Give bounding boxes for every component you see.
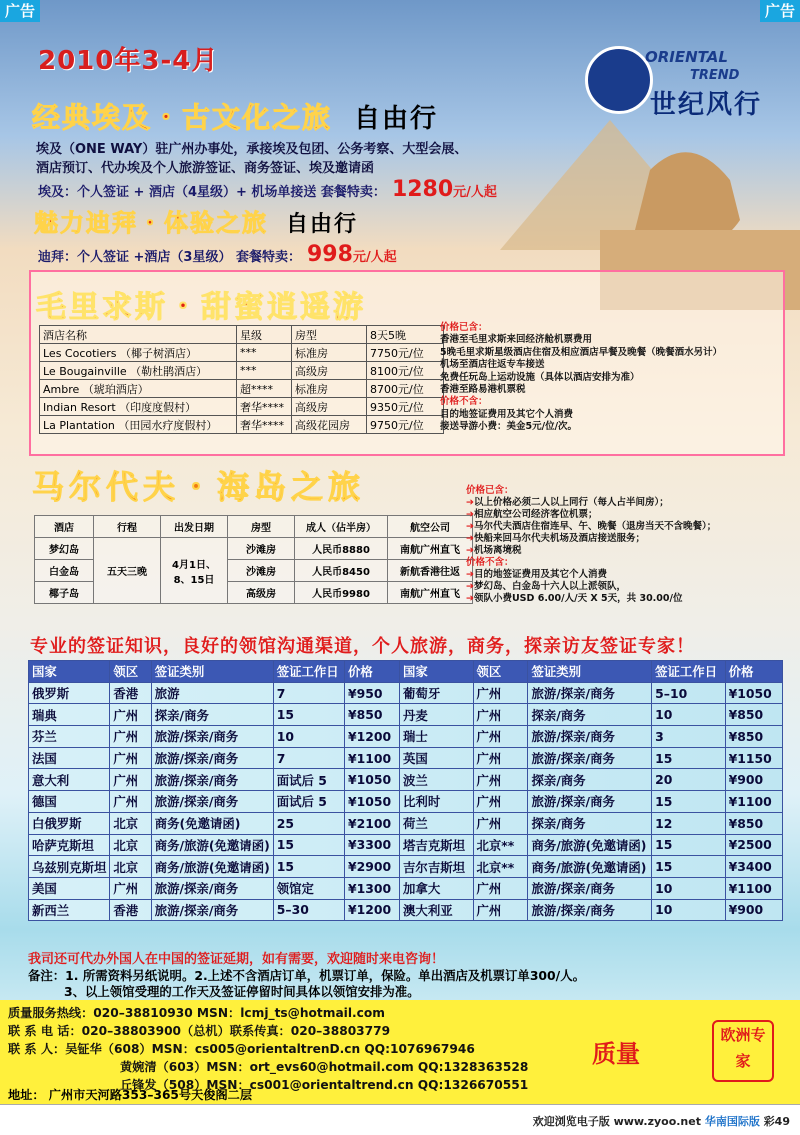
maldives-title: 马尔代夫・海岛之旅 xyxy=(32,468,366,506)
excl-item: ➔目的地签证费用及其它个人消费 xyxy=(466,569,607,580)
page-footer xyxy=(0,1104,800,1135)
visa-cell: ¥2900 xyxy=(344,856,399,878)
room-cell: 高级房 xyxy=(228,582,295,604)
header-cell: 签证工作日 xyxy=(273,661,344,683)
header-cell: 国家 xyxy=(29,661,110,683)
visa-cell: 广州 xyxy=(110,726,151,748)
visa-table xyxy=(28,660,783,921)
table-row xyxy=(29,704,783,726)
visa-cell: ¥850 xyxy=(725,704,782,726)
incl-item: ➔马尔代夫酒店住宿连早、午、晚餐（退房当天不含晚餐）； xyxy=(466,521,717,532)
table-row xyxy=(29,856,783,878)
visa-cell: 广州 xyxy=(473,812,528,834)
visa-cell: 荷兰 xyxy=(400,812,473,834)
table-row xyxy=(29,834,783,856)
visa-cell: ¥900 xyxy=(725,899,782,921)
table-row xyxy=(29,726,783,748)
dubai-price-label: 迪拜：个人签证 +酒店（3星级） 套餐特卖： xyxy=(38,250,301,265)
header-cell: 领区 xyxy=(473,661,528,683)
table-row xyxy=(40,416,444,434)
visa-cell: 瑞士 xyxy=(400,726,473,748)
visa-cell: ¥950 xyxy=(344,682,399,704)
room-cell: 高级房 xyxy=(292,398,367,416)
header-cell: 领区 xyxy=(110,661,151,683)
visa-cell: 丹麦 xyxy=(400,704,473,726)
maldives-table xyxy=(34,515,473,604)
incl-item: ➔相应航空公司经济客位机票； xyxy=(466,509,598,520)
visa-cell: 广州 xyxy=(473,769,528,791)
visa-cell: 旅游/探亲/商务 xyxy=(151,769,273,791)
arrow-icon: ➔ xyxy=(466,593,474,604)
incl-item: 香港至路易港机票税 xyxy=(440,384,526,396)
header-cell: 价格 xyxy=(725,661,782,683)
table-row xyxy=(40,398,444,416)
excl-heading: 价格不含： xyxy=(440,396,488,408)
visa-cell: 25 xyxy=(273,812,344,834)
star-cell: *** xyxy=(237,362,292,380)
visa-cell: 15 xyxy=(652,791,725,813)
header-cell: 酒店名称 xyxy=(40,326,237,344)
excl-item: ➔梦幻岛、白金岛十六人以上派领队， xyxy=(466,581,626,592)
maldives-price-notes xyxy=(466,485,786,605)
room-cell: 沙滩房 xyxy=(228,538,295,560)
globe-icon xyxy=(585,46,653,114)
ad-tag-right: 广告 xyxy=(760,0,800,22)
arrow-icon: ➔ xyxy=(466,533,474,544)
arrow-icon: ➔ xyxy=(466,581,474,592)
visa-cell: ¥1100 xyxy=(344,747,399,769)
visa-cell: 广州 xyxy=(110,747,151,769)
visa-cell: 塔吉克斯坦 xyxy=(400,834,473,856)
table-row xyxy=(29,769,783,791)
visa-cell: 旅游/探亲/商务 xyxy=(528,877,652,899)
price-cell: 人民币8880 xyxy=(295,538,388,560)
egypt-title xyxy=(32,96,438,136)
header-cell: 行程 xyxy=(94,516,161,538)
visa-cell: ¥1200 xyxy=(344,726,399,748)
visa-cell: 旅游 xyxy=(151,682,273,704)
visa-cell: 旅游/探亲/商务 xyxy=(151,747,273,769)
visa-cell: 面试后 5 xyxy=(273,791,344,813)
table-row xyxy=(29,877,783,899)
visa-cell: 吉尔吉斯坦 xyxy=(400,856,473,878)
visa-cell: ¥1150 xyxy=(725,747,782,769)
header-cell: 酒店 xyxy=(35,516,94,538)
visa-cell: 乌兹别克斯坦 xyxy=(29,856,110,878)
contact-person-3: 丘锋发（508）MSN：cs001@orientaltrend.cn QQ:1326670551 xyxy=(120,1078,529,1092)
incl-item: 5晚毛里求斯星级酒店住宿及相应酒店早餐及晚餐（晚餐酒水另计） xyxy=(440,346,723,358)
room-cell: 标准房 xyxy=(292,380,367,398)
visa-cell: 新西兰 xyxy=(29,899,110,921)
visa-cell: 葡萄牙 xyxy=(400,682,473,704)
arrow-icon: ➔ xyxy=(466,509,474,520)
visa-cell: 旅游/探亲/商务 xyxy=(528,899,652,921)
arrow-icon: ➔ xyxy=(466,521,474,532)
table-row xyxy=(35,538,473,560)
table-row xyxy=(29,899,783,921)
hotel-name: La Plantation （田园水疗度假村） xyxy=(40,416,237,434)
visa-cell: 哈萨克斯坦 xyxy=(29,834,110,856)
table-row xyxy=(40,362,444,380)
visa-cell: 旅游/探亲/商务 xyxy=(528,726,652,748)
visa-cell: 10 xyxy=(652,704,725,726)
excl-item: 接送导游小费：美金5元/位/次。 xyxy=(440,421,578,433)
visa-cell: 广州 xyxy=(473,747,528,769)
header-cell: 国家 xyxy=(400,661,473,683)
room-cell: 标准房 xyxy=(292,344,367,362)
extension-note: 我司还可代办外国人在中国的签证延期，如有需要，欢迎随时来电咨询！ xyxy=(28,952,445,967)
visa-cell: ¥900 xyxy=(725,769,782,791)
excl-item: 目的地签证费用及其它个人消费 xyxy=(440,408,574,420)
visa-cell: 旅游/探亲/商务 xyxy=(151,877,273,899)
egypt-price-unit: 元/人起 xyxy=(453,185,497,200)
egypt-subtitle: 自由行 xyxy=(354,104,439,134)
visa-cell: 15 xyxy=(273,704,344,726)
stamp-text: 质量 xyxy=(592,1040,640,1068)
table-header-row xyxy=(29,661,783,683)
header-cell: 出发日期 xyxy=(161,516,228,538)
visa-cell: 7 xyxy=(273,747,344,769)
visa-cell: ¥3400 xyxy=(725,856,782,878)
visa-cell: 香港 xyxy=(110,682,151,704)
header-cell: 签证类别 xyxy=(528,661,652,683)
visa-cell: 北京** xyxy=(473,856,528,878)
arrow-icon: ➔ xyxy=(466,545,474,556)
contact-hotline: 质量服务热线：020–38810930 MSN：lcmj_ts@hotmail.com xyxy=(8,1006,385,1020)
visa-cell: 5–10 xyxy=(652,682,725,704)
visa-cell: 15 xyxy=(273,834,344,856)
table-row xyxy=(40,344,444,362)
remark-1: 备注：1. 所需资料另纸说明。2.上述不含酒店订单，机票订单，保险。单出酒店及机票订单300/人。 xyxy=(28,968,585,983)
egypt-desc-1: 埃及（ONE WAY）驻广州办事处，承接埃及包团、公务考察、大型会展、 xyxy=(36,142,468,157)
header-cell: 房型 xyxy=(228,516,295,538)
visa-cell: 波兰 xyxy=(400,769,473,791)
egypt-desc-2: 酒店预订、代办埃及个人旅游签证、商务签证、埃及邀请函 xyxy=(36,161,375,176)
dubai-price: 998 xyxy=(307,242,353,267)
logo-en-1: ORIENTAL xyxy=(645,48,728,66)
visa-cell: 广州 xyxy=(473,726,528,748)
egypt-price: 1280 xyxy=(391,177,454,202)
table-row xyxy=(40,380,444,398)
hotel-name: Le Bougainville （勒杜鹃酒店） xyxy=(40,362,237,380)
visa-cell: 面试后 5 xyxy=(273,769,344,791)
ad-tag-left: 广告 xyxy=(0,0,40,22)
remark-2: 3、以上领馆受理的工作天及签证停留时间具体以领馆安排为准。 xyxy=(64,984,420,999)
visa-cell: ¥1200 xyxy=(344,899,399,921)
airline-cell: 南航广州直飞 xyxy=(388,538,473,560)
footer-text xyxy=(533,1113,790,1129)
visa-cell: 15 xyxy=(652,747,725,769)
visa-cell: 商务/旅游(免邀请函) xyxy=(151,834,273,856)
visa-cell: 探亲/商务 xyxy=(528,812,652,834)
visa-cell: ¥1050 xyxy=(344,769,399,791)
price-cell: 人民币9980 xyxy=(295,582,388,604)
contact-person-2: 黄婉清（603）MSN：ort_evs60@hotmail.com QQ:1328363528 xyxy=(120,1060,529,1074)
mauritius-hotel-table xyxy=(39,325,444,434)
visa-cell: 旅游/探亲/商务 xyxy=(528,682,652,704)
contact-address: 地址： 广州市天河路353–365号天俊阁二层 xyxy=(8,1088,253,1102)
header-cell: 8天5晚 xyxy=(367,326,444,344)
visa-cell: 探亲/商务 xyxy=(528,769,652,791)
visa-cell: 10 xyxy=(273,726,344,748)
stamp-seal: 欧洲专家 xyxy=(712,1020,774,1082)
visa-cell: 加拿大 xyxy=(400,877,473,899)
visa-cell: 探亲/商务 xyxy=(151,704,273,726)
room-cell: 高级房 xyxy=(292,362,367,380)
table-row xyxy=(29,747,783,769)
hotel-cell: 椰子岛 xyxy=(35,582,94,604)
price-cell: 7750元/位 xyxy=(367,344,444,362)
visa-cell: 15 xyxy=(652,834,725,856)
dubai-price-unit: 元/人起 xyxy=(352,250,397,265)
visa-cell: 商务/旅游(免邀请函) xyxy=(528,834,652,856)
visa-cell: 芬兰 xyxy=(29,726,110,748)
room-cell: 沙滩房 xyxy=(228,560,295,582)
incl-item: 免费任玩岛上运动设施（具体以酒店安排为准） xyxy=(440,371,640,383)
excl-heading: 价格不含： xyxy=(466,557,514,568)
dubai-subtitle: 自由行 xyxy=(286,212,359,237)
visa-cell: ¥850 xyxy=(725,812,782,834)
incl-item: 香港至毛里求斯来回经济舱机票费用 xyxy=(440,334,593,346)
visa-cell: 香港 xyxy=(110,899,151,921)
incl-item: ➔快船来回马尔代夫机场及酒店接送服务； xyxy=(466,533,645,544)
visa-notes xyxy=(28,952,788,1000)
header-cell: 成人（佔半房） xyxy=(295,516,388,538)
room-cell: 高级花园房 xyxy=(292,416,367,434)
dubai-title-text: 魅力迪拜・体验之旅 xyxy=(34,209,268,237)
visa-cell: 北京 xyxy=(110,812,151,834)
star-cell: 奢华**** xyxy=(237,398,292,416)
incl-item: ➔机场离境税 xyxy=(466,545,522,556)
visa-table-wrap xyxy=(28,660,783,921)
visa-cell: ¥1300 xyxy=(344,877,399,899)
price-cell: 9750元/位 xyxy=(367,416,444,434)
footer-page: 彩49 xyxy=(763,1115,790,1128)
table-row xyxy=(29,682,783,704)
hotel-name: Les Cocotiers （椰子树酒店） xyxy=(40,344,237,362)
footer-site: 欢迎浏览电子版 www.zyoo.net xyxy=(532,1115,701,1128)
period-title: 2010年3-4月 xyxy=(38,46,219,76)
arrow-icon: ➔ xyxy=(466,497,474,508)
visa-cell: ¥2100 xyxy=(344,812,399,834)
visa-cell: 旅游/探亲/商务 xyxy=(151,791,273,813)
contact-person-1: 联 系 人：吴钲华（608）MSN：cs005@orientaltrenD.cn QQ:1076967946 xyxy=(8,1042,475,1056)
visa-cell: 英国 xyxy=(400,747,473,769)
visa-cell: 白俄罗斯 xyxy=(29,812,110,834)
visa-cell: 广州 xyxy=(473,704,528,726)
visa-cell: 10 xyxy=(652,899,725,921)
egypt-price-line xyxy=(38,177,497,202)
header-cell: 价格 xyxy=(344,661,399,683)
quality-stamp xyxy=(592,1018,786,1084)
dubai-price-line xyxy=(38,242,397,267)
egypt-title-text: 经典埃及・古文化之旅 xyxy=(32,101,333,134)
egypt-price-label: 埃及：个人签证 + 酒店（4星级）+ 机场单接送 套餐特卖： xyxy=(38,185,386,200)
visa-cell: 旅游/探亲/商务 xyxy=(528,747,652,769)
visa-cell: 3 xyxy=(652,726,725,748)
header-cell: 签证类别 xyxy=(151,661,273,683)
incl-heading: 价格已含： xyxy=(440,322,488,333)
hotel-cell: 梦幻岛 xyxy=(35,538,94,560)
star-cell: *** xyxy=(237,344,292,362)
visa-cell: ¥1050 xyxy=(725,682,782,704)
mauritius-price-notes xyxy=(440,322,780,434)
logo-cn: 世纪风行 xyxy=(650,90,763,120)
airline-cell: 新航香港往返 xyxy=(388,560,473,582)
visa-cell: 旅游/探亲/商务 xyxy=(151,899,273,921)
footer-brand: 华南国际版 xyxy=(704,1115,760,1128)
visa-cell: ¥850 xyxy=(725,726,782,748)
airline-cell: 南航广州直飞 xyxy=(388,582,473,604)
visa-cell: 美国 xyxy=(29,877,110,899)
visa-cell: 旅游/探亲/商务 xyxy=(528,791,652,813)
visa-cell: 俄罗斯 xyxy=(29,682,110,704)
arrow-icon: ➔ xyxy=(466,569,474,580)
table-row xyxy=(29,791,783,813)
visa-cell: 旅游/探亲/商务 xyxy=(151,726,273,748)
visa-cell: 北京 xyxy=(110,856,151,878)
visa-cell: 7 xyxy=(273,682,344,704)
header-cell: 航空公司 xyxy=(388,516,473,538)
incl-item: 机场至酒店往返专车接送 xyxy=(440,359,545,371)
visa-cell: 商务/旅游(免邀请函) xyxy=(151,856,273,878)
visa-cell: 德国 xyxy=(29,791,110,813)
visa-cell: ¥1100 xyxy=(725,877,782,899)
visa-cell: 北京** xyxy=(473,834,528,856)
header-cell: 星级 xyxy=(237,326,292,344)
visa-cell: ¥1100 xyxy=(725,791,782,813)
visa-banner: 专业的签证知识，良好的领馆沟通渠道，个人旅游，商务，探亲访友签证专家！ xyxy=(30,636,695,657)
header-cell: 房型 xyxy=(292,326,367,344)
price-cell: 8700元/位 xyxy=(367,380,444,398)
visa-cell: 广州 xyxy=(110,791,151,813)
hotel-name: Ambre （琥珀酒店） xyxy=(40,380,237,398)
logo-en-2: TREND xyxy=(690,68,740,83)
visa-cell: 领馆定 xyxy=(273,877,344,899)
hotel-name: Indian Resort （印度度假村） xyxy=(40,398,237,416)
header-cell: 签证工作日 xyxy=(652,661,725,683)
price-cell: 9350元/位 xyxy=(367,398,444,416)
visa-cell: 10 xyxy=(652,877,725,899)
visa-cell: 法国 xyxy=(29,747,110,769)
visa-cell: ¥2500 xyxy=(725,834,782,856)
star-cell: 奢华**** xyxy=(237,416,292,434)
visa-cell: 瑞典 xyxy=(29,704,110,726)
visa-cell: 15 xyxy=(652,856,725,878)
visa-cell: 15 xyxy=(273,856,344,878)
table-row xyxy=(29,812,783,834)
excl-item: ➔领队小费USD 6.00/人/天 X 5天，共 30.00/位 xyxy=(466,593,683,604)
visa-cell: ¥3300 xyxy=(344,834,399,856)
visa-cell: 广州 xyxy=(473,877,528,899)
price-cell: 8100元/位 xyxy=(367,362,444,380)
incl-heading: 价格已含： xyxy=(466,485,514,496)
contact-phone: 联 系 电 话：020–38803900（总机）联系传真：020–38803779 xyxy=(8,1024,391,1038)
price-cell: 人民币8450 xyxy=(295,560,388,582)
visa-cell: ¥1050 xyxy=(344,791,399,813)
visa-cell: 5–30 xyxy=(273,899,344,921)
incl-item: ➔以上价格必须二人以上同行（每人占半间房）； xyxy=(466,497,669,508)
dubai-title xyxy=(34,203,358,238)
trip-cell: 五天三晚 xyxy=(94,538,161,604)
visa-cell: 广州 xyxy=(110,704,151,726)
visa-cell: 北京 xyxy=(110,834,151,856)
egypt-description xyxy=(36,140,516,178)
visa-cell: 广州 xyxy=(473,791,528,813)
visa-cell: 广州 xyxy=(473,899,528,921)
visa-cell: 广州 xyxy=(110,769,151,791)
hotel-cell: 白金岛 xyxy=(35,560,94,582)
visa-cell: ¥850 xyxy=(344,704,399,726)
visa-cell: 意大利 xyxy=(29,769,110,791)
visa-cell: 商务(免邀请函) xyxy=(151,812,273,834)
date-cell: 4月1日、 8、15日 xyxy=(161,538,228,604)
visa-cell: 12 xyxy=(652,812,725,834)
table-header-row xyxy=(40,326,444,344)
star-cell: 超**** xyxy=(237,380,292,398)
visa-cell: 20 xyxy=(652,769,725,791)
visa-cell: 澳大利亚 xyxy=(400,899,473,921)
visa-cell: 探亲/商务 xyxy=(528,704,652,726)
visa-cell: 商务/旅游(免邀请函) xyxy=(528,856,652,878)
visa-cell: 广州 xyxy=(110,877,151,899)
visa-cell: 广州 xyxy=(473,682,528,704)
table-header-row xyxy=(35,516,473,538)
mauritius-title: 毛里求斯・甜蜜逍遥游 xyxy=(36,290,366,325)
visa-cell: 比利时 xyxy=(400,791,473,813)
